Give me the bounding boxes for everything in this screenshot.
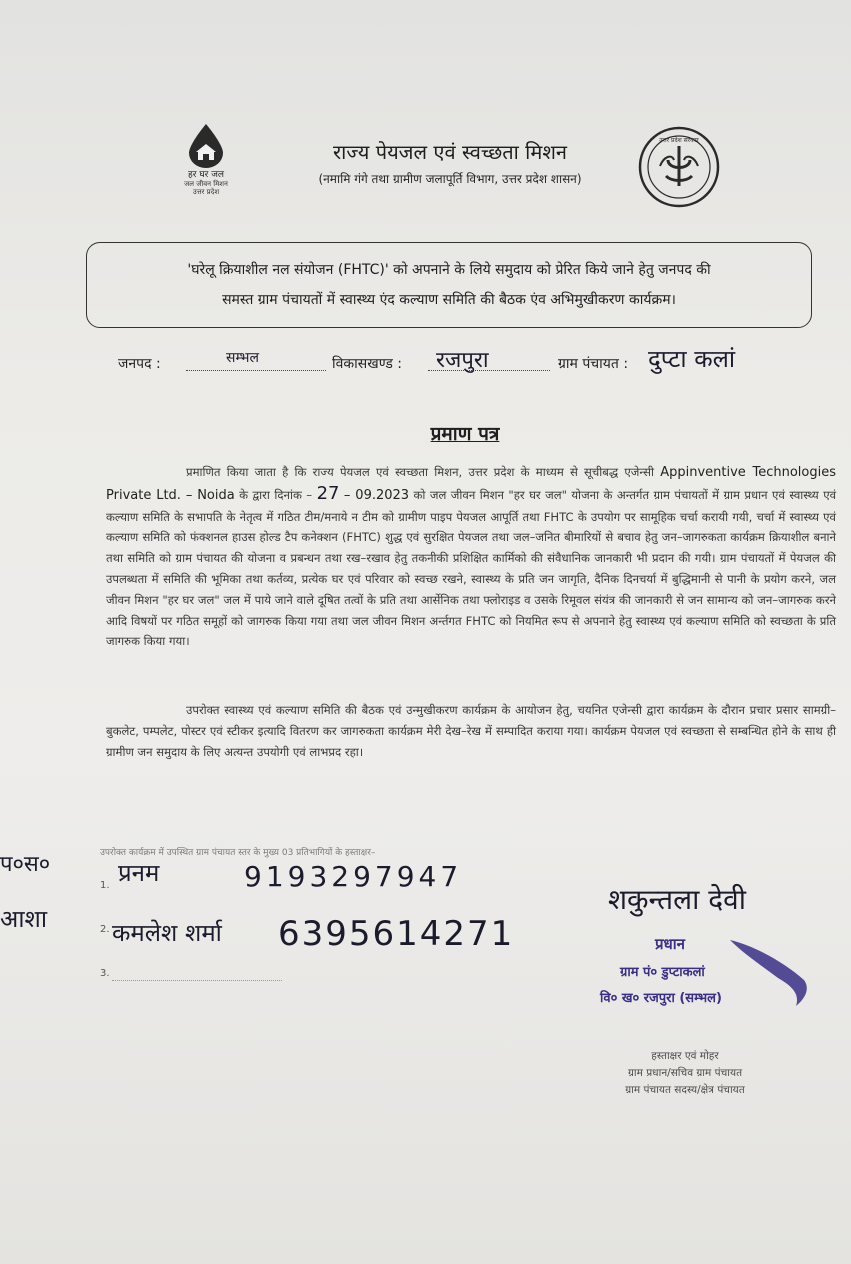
date-rest: – 09.2023 — [343, 487, 410, 503]
participant-1-signature: प्रनम — [118, 859, 160, 887]
stamp-ink-smudge — [726, 936, 816, 1016]
jal-jeevan-mission-logo — [160, 122, 252, 196]
sign-block-line-1: हस्ताक्षर एवं मोहर — [651, 1050, 719, 1062]
logo-caption-2: जल जीवन मिशन — [184, 180, 228, 188]
margin-note-2: आशा — [0, 905, 48, 933]
water-drop-icon — [181, 122, 231, 170]
margin-note-1: प०स० — [0, 852, 51, 877]
panchayat-label: ग्राम पंचायत : — [558, 356, 629, 372]
stamp-line-3: वि० ख० रजपुरा (सम्भल) — [600, 991, 722, 1006]
up-government-seal — [638, 126, 720, 208]
district-label: जनपद : — [118, 356, 161, 372]
program-title-line-2: समस्त ग्राम पंचायतों में स्वास्थ्य एंद कल्याण समिति की बैठक एंव अभिमुखीकरण कार्यक्रम। — [222, 292, 676, 308]
block-value: रजपुरा — [436, 348, 489, 373]
sign-block-line-2: ग्राम प्रधान/सचिव ग्राम पंचायत — [627, 1067, 743, 1079]
header-title: राज्य पेयजल एवं स्वच्छता मिशन — [332, 140, 568, 164]
participant-1-number: 1. — [100, 880, 110, 891]
header-subtitle: (नमामि गंगे तथा ग्रामीण जलापूर्ति विभाग, उत्तर प्रदेश शासन) — [318, 172, 582, 186]
participant-2-phone: 6395614271 — [278, 914, 515, 954]
sign-block — [585, 1048, 785, 1099]
program-title-box — [86, 242, 812, 328]
pradhan-signature: शकुन्तला देवी — [608, 883, 746, 916]
para1-part1: प्रमाणित किया जाता है कि राज्य पेयजल एवं स्वच्छता मिशन, उत्तर प्रदेश के माध्यम से सूचीबद्ध एजेन्सी — [186, 465, 654, 479]
stamp-line-2: ग्राम पं० डुप्टाकलां — [620, 965, 705, 980]
district-value: सम्भल — [226, 350, 259, 366]
participants-signature-label: उपरोक्त कार्यक्रम में उपस्थित ग्राम पंचायत स्तर के मुख्य 03 प्रतिभागियों के हस्ताक्षर– — [100, 848, 376, 858]
stamp-line-1: प्रधान — [655, 935, 685, 953]
certificate-paragraph-2 — [106, 700, 836, 762]
certificate-paragraph-1 — [106, 462, 836, 652]
participant-2-signature: कमलेश शर्मा — [112, 919, 222, 947]
participant-3-number: 3. — [100, 968, 110, 979]
seal-text: उत्तर प्रदेश सरकार — [659, 137, 699, 144]
block-label: विकासखण्ड : — [332, 356, 403, 372]
date-day-handwritten: 27 — [316, 482, 340, 504]
participant-3-line — [112, 980, 282, 981]
participant-2-number: 2. — [100, 924, 110, 935]
logo-caption-3: उत्तर प्रदेश — [192, 188, 220, 196]
sign-block-line-3: ग्राम पंचायत सदस्य/क्षेत्र पंचायत — [625, 1084, 745, 1096]
para1-part3: को जल जीवन मिशन "हर घर जल" योजना के अन्तर्गत ग्राम पंचायतों में ग्राम प्रधान एवं स्वास्थ्य एवं कल्याण समिति के सभापति के नेतृत्व में गठित टीम/मनाये न टीम को ग्रामीण पाइप पेयजल आपूर्ति तथा FHTC के उपयोग पर सामूहिक चर्चा करायी गयी, चर्चा में स्वास्थ्य एवं कल्याण समिति को फंक्शनल हाउस होल्ड टैप कनेक्शन (FHTC) शुद्ध एवं सुरक्षित पेयजल तथा जल–जनित बीमारियों से बचाव हेतु जन–जागरुकता कार्यक्रम क्रियाशील बनाने तथा समिति को ग्राम पंचायत की योजना व प्रबन्धन तथा रख–रखाव हेतु तकनीकी प्रशिक्षित कार्मिको की संवैधानिक जानकारी भी प्रदान की गयी। ग्राम पंचायतों में पेयजल की उपलब्धता में समिति की भूमिका तथा कर्तव्य, प्रत्येक घर एवं परिवार को स्वच्छ रखने, स्वास्थ्य के प्रति जन जागृति, दैनिक दिनचर्या में बुद्धिमानी से पानी के प्रयोग करने, जल जीवन मिशन "हर घर जल" जल में पाये जाने वाले दूषित तत्वों के प्रति तथा आर्सेनिक तथा फ्लोराइड व उसके रिमूवल संयंत्र की जानकारी से जन सामान्य को जन–जागरुक करने आदि विषयों पर गठित समूहों को जागरुक किया गया तथा जल जीवन मिशन अर्न्तगत FHTC को नियमित रूप से अपनाने हेतु स्वास्थ्य एवं कल्याण समिति को स्वच्छता के प्रति जागरुक किया गया। — [106, 487, 837, 649]
para1-part2: के द्वारा दिनांक – — [239, 487, 313, 502]
panchayat-value: दुप्टा कलां — [648, 345, 736, 373]
agency-name: Appinventive Technologies Private Ltd. – Noida — [106, 465, 836, 503]
para2-text: उपरोक्त स्वास्थ्य एवं कल्याण समिति की बैठक एवं उन्मुखीकरण कार्यक्रम के आयोजन हेतु, चयनित एजेन्सी द्वारा कार्यक्रम के दौरान प्रचार प्रसार सामग्री–बुकलेट, पम्पलेट, पोस्टर एवं स्टीकर इत्यादि वितरण कर जागरुकता कार्यक्रम मेरी देख–रेख में सम्पादित कराया गया। कार्यक्रम पेयजल एवं स्वच्छता से सम्बन्धित होने के साथ ही ग्रामीण जन समुदाय के लिए अत्यन्त उपयोगी एवं लाभप्रद रहा। — [106, 703, 836, 759]
program-title-line-1: 'घरेलू क्रियाशील नल संयोजन (FHTC)' को अपनाने के लिये समुदाय को प्रेरित किये जाने हेतु जनपद की — [187, 262, 711, 278]
logo-caption-1: हर घर जल — [188, 170, 224, 180]
participant-1-phone: 9193297947 — [244, 860, 463, 893]
certificate-title: प्रमाण पत्र — [430, 423, 500, 445]
